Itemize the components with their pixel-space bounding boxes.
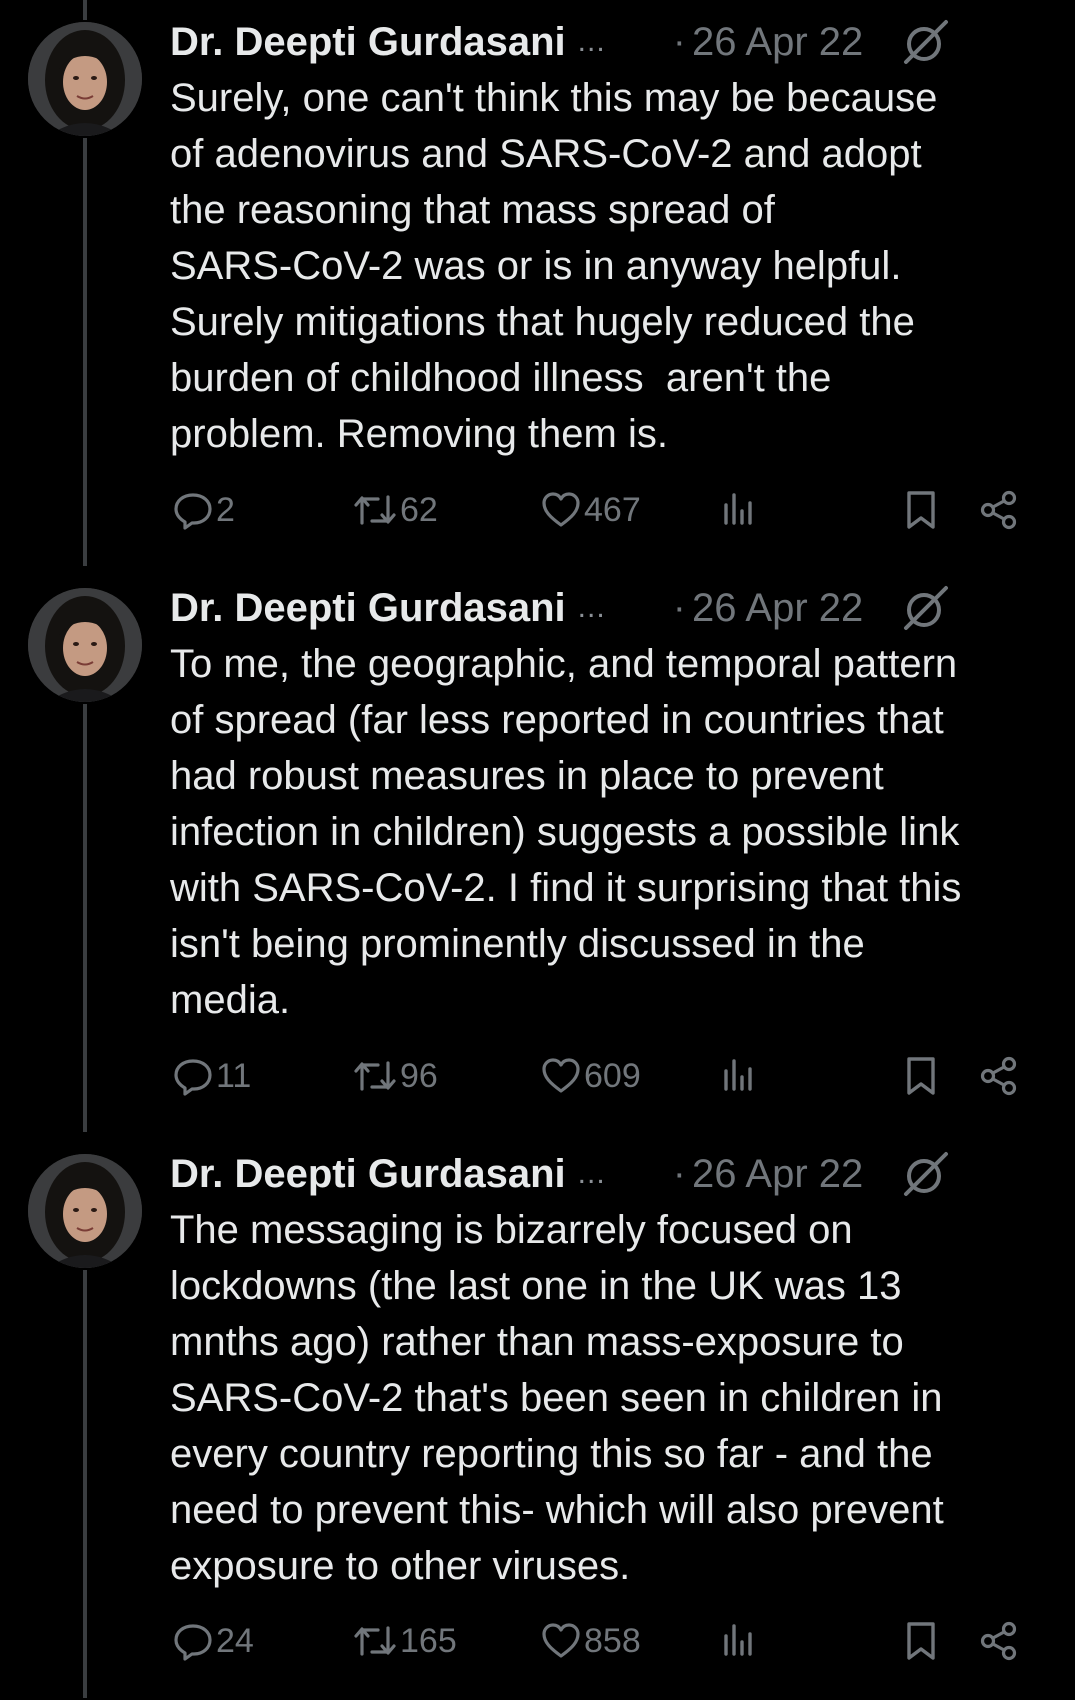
bookmark-button[interactable]	[900, 485, 942, 535]
like-button[interactable]	[540, 1616, 641, 1666]
reply-count: 11	[216, 1056, 252, 1095]
heart-icon	[540, 1055, 582, 1097]
author-ellipsis: ...	[577, 25, 606, 58]
date-separator: ·	[673, 1152, 686, 1195]
avatar[interactable]	[28, 22, 142, 136]
tweet[interactable]	[0, 1132, 1075, 1698]
tweet[interactable]	[0, 0, 1075, 566]
avatar[interactable]	[28, 588, 142, 702]
share-button[interactable]	[978, 485, 1020, 535]
views-button[interactable]	[718, 485, 760, 535]
thread-line	[83, 704, 87, 1132]
tweet-actions	[170, 1051, 1075, 1101]
bookmark-icon	[900, 1620, 942, 1662]
views-icon	[718, 1620, 760, 1662]
bookmark-icon	[900, 1055, 942, 1097]
retweet-icon	[352, 1055, 398, 1097]
bookmark-button[interactable]	[900, 1616, 942, 1666]
heart-icon	[540, 1620, 582, 1662]
reply-button[interactable]	[172, 485, 235, 535]
retweet-count: 165	[400, 1621, 457, 1660]
timestamp[interactable]: 26 Apr 22	[692, 585, 864, 630]
retweet-button[interactable]	[352, 1051, 438, 1101]
views-icon	[718, 489, 760, 531]
share-icon	[978, 1055, 1020, 1097]
tweet-text: The messaging is bizarrely focused on lockdowns (the last one in the UK was 13 mnths ago) rather than mass-exposure to SARS-CoV-2 that's been seen in children in every country reporting this so far - and the need to prevent this- which will also prevent exposure to other viruses.	[170, 1208, 944, 1588]
tweet-actions	[170, 1616, 1075, 1666]
author-ellipsis: ...	[577, 1157, 606, 1190]
reply-icon	[172, 1055, 214, 1097]
views-button[interactable]	[718, 1051, 760, 1101]
thread-line	[83, 138, 87, 566]
author-ellipsis: ...	[577, 591, 606, 624]
retweet-button[interactable]	[352, 1616, 457, 1666]
avatar[interactable]	[28, 1154, 142, 1268]
heart-icon	[540, 489, 582, 531]
muted-icon	[900, 582, 952, 634]
tweet-text: To me, the geographic, and temporal pattern of spread (far less reported in countries that had robust measures in place to prevent infection in children) suggests a possible link with SARS-CoV-2. I find it surprising that this isn't being prominently discussed in the media.	[170, 642, 962, 1022]
thread-line	[83, 1270, 87, 1698]
reply-icon	[172, 489, 214, 531]
retweet-icon	[352, 1620, 398, 1662]
retweet-count: 96	[400, 1056, 438, 1095]
retweet-count: 62	[400, 490, 438, 529]
timestamp[interactable]: 26 Apr 22	[692, 19, 864, 64]
retweet-button[interactable]	[352, 485, 438, 535]
date-separator: ·	[673, 20, 686, 63]
author-name[interactable]: Dr. Deepti Gurdasani	[170, 585, 566, 630]
share-button[interactable]	[978, 1616, 1020, 1666]
timestamp[interactable]: 26 Apr 22	[692, 1151, 864, 1196]
share-icon	[978, 489, 1020, 531]
bookmark-button[interactable]	[900, 1051, 942, 1101]
retweet-icon	[352, 489, 398, 531]
like-button[interactable]	[540, 485, 641, 535]
author-name[interactable]: Dr. Deepti Gurdasani	[170, 19, 566, 64]
views-icon	[718, 1055, 760, 1097]
date-separator: ·	[673, 586, 686, 629]
share-button[interactable]	[978, 1051, 1020, 1101]
tweet[interactable]	[0, 566, 1075, 1132]
tweet-actions	[170, 485, 1075, 535]
reply-button[interactable]	[172, 1051, 251, 1101]
tweet-header	[170, 14, 1075, 70]
reply-count: 2	[216, 490, 235, 529]
like-button[interactable]	[540, 1051, 641, 1101]
tweet-header	[170, 580, 1075, 636]
tweet-text: Surely, one can't think this may be because of adenovirus and SARS-CoV-2 and adopt the reasoning that mass spread of SARS-CoV-2 was or is in anyway helpful. Surely mitigations that hugely reduced the burden of childhood illness aren't the problem. Removing them is.	[170, 76, 938, 456]
reply-button[interactable]	[172, 1616, 254, 1666]
views-button[interactable]	[718, 1616, 760, 1666]
muted-icon	[900, 1148, 952, 1200]
share-icon	[978, 1620, 1020, 1662]
like-count: 609	[584, 1056, 641, 1095]
tweet-header	[170, 1146, 1075, 1202]
like-count: 858	[584, 1621, 641, 1660]
reply-count: 24	[216, 1621, 254, 1660]
like-count: 467	[584, 490, 641, 529]
reply-icon	[172, 1620, 214, 1662]
bookmark-icon	[900, 489, 942, 531]
author-name[interactable]: Dr. Deepti Gurdasani	[170, 1151, 566, 1196]
muted-icon	[900, 16, 952, 68]
